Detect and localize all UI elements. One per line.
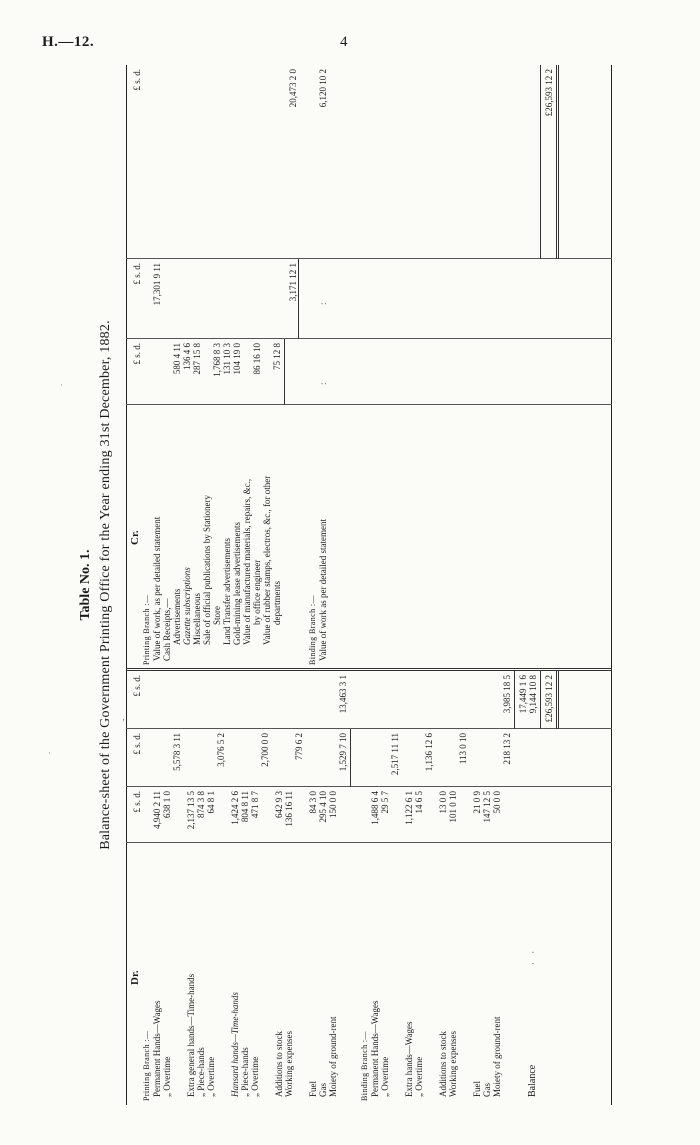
- print-speck: ·: [60, 380, 63, 390]
- cr-sub-rule: [298, 259, 299, 339]
- dr-row-label: Moiety of ground-rent: [328, 1016, 338, 1097]
- dr-amount-c1: 101 0 10: [448, 791, 458, 823]
- dr-amount-c1: 147 12 5: [482, 791, 492, 823]
- dr-row-label: Extra hands—Wages: [404, 1021, 414, 1097]
- cr-value-of-work: Value of work, as per detailed statement: [152, 516, 162, 661]
- cr-amount-c1: 75 12 8: [272, 343, 282, 370]
- dr-row-label: Additions to stock: [438, 1030, 448, 1097]
- cr-amount-c1: 287 15 8: [192, 343, 202, 375]
- dr-amount-c1: 642 9 3: [274, 791, 284, 818]
- dr-amount-c2: 1,529 7 10: [338, 733, 348, 772]
- dr-amount-c2: 2,700 0 0: [260, 733, 270, 767]
- dr-binding-branch-head: Binding Branch :—: [360, 1031, 369, 1101]
- cr-binding-leader: :: [318, 379, 328, 385]
- dr-amount-c1: 4,940 2 11: [152, 791, 162, 829]
- page-number: 4: [340, 34, 348, 50]
- cr-amount-c1: 136 4 6: [182, 343, 192, 370]
- dr-row-label: Permanent Hands—Wages: [370, 1000, 380, 1097]
- cr-printing-total: 20,473 2 0: [288, 69, 298, 108]
- cr-amount-c1: 131 10 3: [222, 343, 232, 375]
- cr-row-label: Land Transfer advertisements: [222, 538, 232, 645]
- cr-row-label: Gazette subscriptions: [182, 567, 192, 645]
- dr-grand-rule: [540, 671, 541, 729]
- dr-amount-c2: 113 0 10: [458, 733, 468, 765]
- cr-amount-c1: 580 4 11: [172, 343, 182, 375]
- credit-head: Cr.: [129, 530, 141, 545]
- print-speck: ‚: [122, 712, 125, 722]
- table-title: Balance-sheet of the Government Printing Office for the Year ending 31st December, 1882.: [98, 320, 113, 850]
- dr-amount-c2: 5,578 3 11: [172, 733, 182, 771]
- dr-amount-c1: 136 16 11: [284, 791, 294, 827]
- dr-row-label: Permanent Hands—Wages: [152, 1000, 162, 1097]
- cr-grand-rule: [540, 65, 541, 259]
- dr-row-label: „ Overtime: [206, 1056, 216, 1097]
- dr-amount-c2: 3,076 5 2: [216, 733, 226, 767]
- dr-row-label: Gas: [482, 1083, 492, 1097]
- dr-amount-c1: 150 0 0: [328, 791, 338, 818]
- rotated-table-block: [78, 65, 618, 1105]
- frame-bottom-rule: [611, 65, 612, 1105]
- dr-amount-c1: 1,488 6 4: [370, 791, 380, 825]
- dr-amount-c1: 29 5 7: [380, 791, 390, 814]
- dr-row-label: Working expenses: [284, 1030, 294, 1097]
- dr-row-label: Additions to stock: [274, 1030, 284, 1097]
- cr-row-label: by office engineer: [252, 559, 262, 625]
- dr-amount-c2: 2,517 11 11: [390, 733, 400, 776]
- cr-row-label: Miscellaneous: [192, 593, 202, 645]
- cr-printing-branch-head: Printing Branch :—: [142, 594, 151, 665]
- cr-binding-value: Value of work as per detailed statement: [318, 519, 328, 661]
- dr-amount-c1: 2,137 13 5: [186, 791, 196, 830]
- print-speck: ·: [48, 748, 51, 758]
- cr-cash-rule: [284, 339, 285, 405]
- dr-row-label: „ Overtime: [250, 1056, 260, 1097]
- dr-row-label: Gas: [318, 1083, 328, 1097]
- cr-amount-c1: 104 19 0: [232, 343, 242, 375]
- cr-row-label: Gold-mining lease advertisements: [232, 522, 242, 645]
- dr-row-label: „ Overtime: [414, 1056, 424, 1097]
- cr-row-label: Sale of official publications by Stationery: [202, 494, 212, 645]
- cr-grand-total: £26,593 12 2: [544, 69, 554, 117]
- dr-amount-c1: 804 8 11: [240, 791, 250, 823]
- dr-balance-leader: · ·: [528, 947, 538, 965]
- cr-col-divider-2: [126, 338, 612, 339]
- dr-col2-head: £ s. d.: [132, 733, 142, 755]
- dr-amount-c1: 13 0 0: [438, 791, 448, 814]
- cr-amount-c1: 1,768 8 3: [212, 343, 222, 377]
- cr-binding-branch-head: Binding Branch :—: [308, 595, 317, 665]
- dr-row-label: Fuel: [308, 1080, 318, 1097]
- cr-row-label: Store: [212, 606, 222, 625]
- dr-row-label: „ Overtime: [162, 1056, 172, 1097]
- dr-amount-c1: 471 8 7: [250, 791, 260, 818]
- cr-grand-double-rule: [556, 65, 559, 259]
- frame-top-rule: [126, 65, 127, 1105]
- cr-row-label: Value of manufactured materials, repairs, &c.,: [242, 478, 252, 645]
- dr-amount-c1: 1,122 6 1: [404, 791, 414, 825]
- document-reference: H.—12.: [42, 34, 95, 50]
- cr-row-label: Advertisements: [172, 588, 182, 645]
- dr-grand-total: £26,593 12 2: [544, 675, 554, 723]
- dr-subtotal-rule: [350, 729, 351, 787]
- dr-amount-c1: 64 8 1: [206, 791, 216, 814]
- cr-row-label: departments: [272, 581, 282, 625]
- dr-col1-head: £ s. d.: [132, 791, 142, 813]
- dr-grand-double-rule: [556, 671, 559, 729]
- cr-cash-receipts-head: Cash Receipts,—: [162, 598, 172, 661]
- cr-binding-leader: :: [318, 299, 328, 305]
- dr-col-divider-2: [126, 786, 612, 787]
- debit-head: Dr.: [129, 970, 141, 985]
- dr-balance-amount: 9,144 10 8: [528, 675, 538, 714]
- dr-amount-c1: 84 3 0: [308, 791, 318, 814]
- dr-col3-head: £ s. d.: [132, 675, 142, 697]
- dr-row-label: Fuel: [472, 1080, 482, 1097]
- cr-row-label: Value of rubber stamps, electros, &c., for other: [262, 475, 272, 645]
- cr-col2-head: £ s. d.: [132, 263, 142, 285]
- dr-row-label: Extra general hands—Time-hands: [186, 973, 196, 1097]
- cr-amount-c1: 86 16 10: [252, 343, 262, 375]
- dr-row-label: „ Overtime: [380, 1056, 390, 1097]
- cr-cash-total: 3,171 12 1: [288, 263, 298, 302]
- dr-binding-total: 3,985 18 5: [502, 675, 512, 714]
- cr-col3-head: £ s. d.: [132, 69, 142, 91]
- dr-row-label: „ Piece-hands: [196, 1047, 206, 1097]
- dr-amount-c1: 14 6 5: [414, 791, 424, 814]
- dr-amount-c1: 638 1 0: [162, 791, 172, 818]
- dr-amount-c2: 1,136 12 6: [424, 733, 434, 772]
- dr-subtotal: 17,449 1 6: [518, 675, 528, 714]
- dr-amount-c1: 295 4 10: [318, 791, 328, 823]
- dr-row-label: Hansard hands—Time-hands: [230, 992, 240, 1097]
- dr-printing-total: 13,463 3 1: [338, 675, 348, 714]
- dr-printing-branch-head: Printing Branch :—: [142, 1030, 151, 1101]
- dr-amount-c1: 1,424 2 6: [230, 791, 240, 825]
- dr-amount-c1: 874 3 8: [196, 791, 206, 818]
- dr-row-label: „ Piece-hands: [240, 1047, 250, 1097]
- dr-total-rule: [514, 671, 515, 729]
- dr-row-label: Working expenses: [448, 1030, 458, 1097]
- table-number: Table No. 1.: [78, 549, 93, 621]
- cr-binding-total: 6,120 10 2: [318, 69, 328, 108]
- balance-sheet-ledger: [126, 65, 612, 1105]
- dr-row-label: Moiety of ground-rent: [492, 1016, 502, 1097]
- dr-amount-c2: 218 13 2: [502, 733, 512, 765]
- dr-balance-label: Balance: [527, 1064, 538, 1097]
- dr-amount-c1: 21 0 9: [472, 791, 482, 814]
- dr-amount-c1: 50 0 0: [492, 791, 502, 814]
- cr-value-of-work-amount: 17,301 9 11: [152, 263, 162, 306]
- cr-col1-head: £ s. d.: [132, 343, 142, 365]
- dr-amount-c2: 779 6 2: [294, 733, 304, 760]
